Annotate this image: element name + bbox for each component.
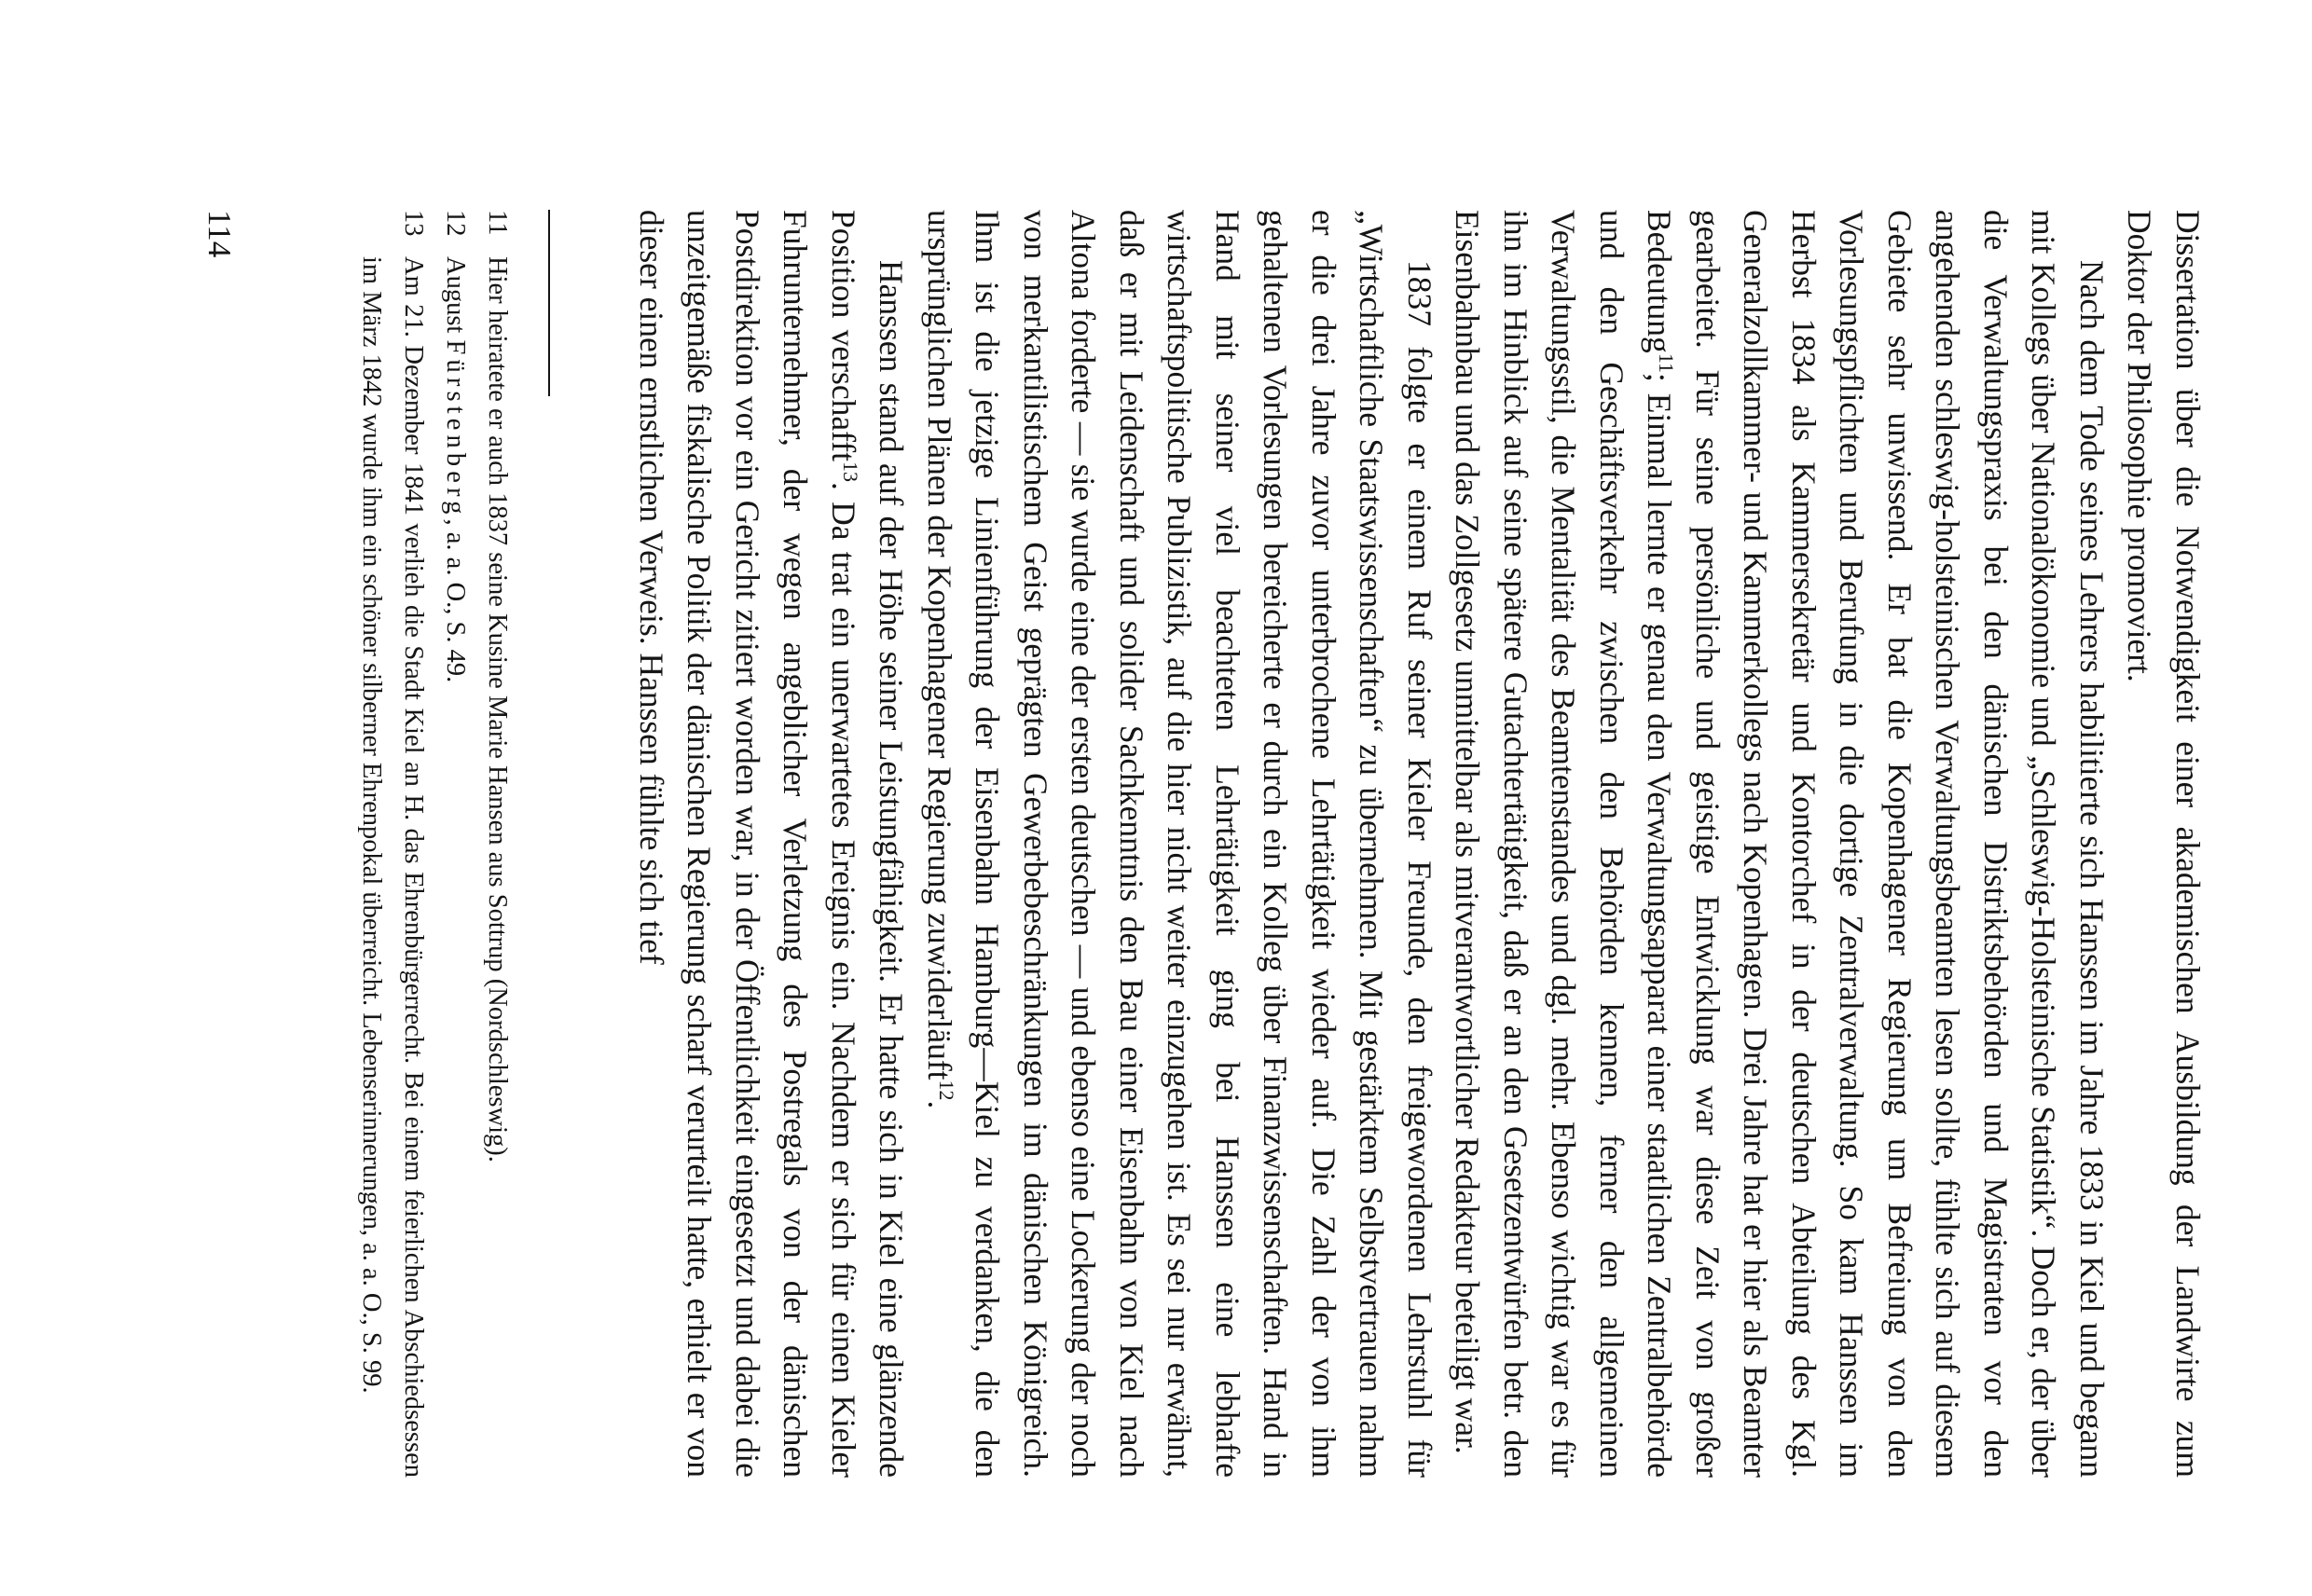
footnote-number: 13 xyxy=(399,210,428,237)
text-run: Hier heiratete er auch 1837 seine Kusine Marie Hansen aus Sottrup (Nordschleswig). xyxy=(483,256,512,1163)
paragraph xyxy=(2115,210,2211,1478)
paragraph xyxy=(1443,210,2115,1478)
footnote-number: 12 xyxy=(441,210,470,237)
page-number: 114 xyxy=(201,210,238,258)
paragraph xyxy=(627,210,915,1478)
paragraph xyxy=(915,210,1444,1478)
text-run: . Da trat ein unerwartetes Ereignis ein. Nachdem er sich für einen Kieler Fuhrunternehmer, der wegen angeblicher Verletzung des Postregals von der dänischen Postdirektion vor ein Gericht zitiert worden war, in der Öffentlichkeit eingesetzt und dabei die unzeitgemäße fiskalische Politik der dänischen Regierung scharf verurteilt hatte, erhielt er von dieser einen ernstlichen Verweis. Hanssen fühlte sich tief xyxy=(633,210,862,1479)
text-run: , a. a. O., S. 49. xyxy=(441,518,470,683)
text-run: Hanssen stand auf der Höhe seiner Leistungfähigkeit. Er hatte sich in Kiel eine glänzende Position verschafft xyxy=(825,210,911,1478)
text-run: Dissertation über die Notwendigkeit einer akademischen Ausbildung der Landwirte zum Doktor der Philosophie promoviert. xyxy=(2121,210,2207,1478)
main-text xyxy=(627,210,2212,1478)
footnote xyxy=(351,210,434,1478)
footnotes xyxy=(351,210,518,1478)
author-name: Fürstenberg xyxy=(441,339,470,519)
text-run: Am 21. Dezember 1841 verlieh die Stadt Kiel an H. das Ehrenbürgerrecht. Bei einem feierlichen Abschiedsessen im März 1842 wurde ihm ein schöner silberner Ehrenpokal überreicht. Lebenserinnerungen, a. a. O., S. 99. xyxy=(357,256,428,1478)
text-run: . xyxy=(921,1100,958,1109)
footnote-number: 11 xyxy=(483,210,512,236)
footnote xyxy=(476,210,518,1478)
footnote-divider xyxy=(548,210,550,396)
text-run: 1837 folgte er einem Ruf seiner Kieler Freunde, den freigewordenen Lehrstuhl für „Wirtschaftliche Staatswissenschaften“ zu übernehmen. Mit gestärktem Selbstvertrauen nahm er die drei Jahre zuvor unterbrochene Lehrtätigkeit wieder auf. Die Zahl der von ihm gehaltenen Vorlesungen bereicherte er durch ein Kolleg über Finanzwissenschaften. Hand in Hand mit seiner viel beachteten Lehrtätigkeit ging bei Hanssen eine lebhafte wirtschaftspolitische Publizistik, auf die hier nicht weiter einzugehen ist. Es sei nur erwähnt, daß er mit Leidenschaft und solider Sachkenntnis den Bau einer Eisenbahn von Kiel nach Altona forderte — sie wurde eine der ersten deutschen — und ebenso eine Lockerung der noch von merkantilistischem Geist geprägten Gewerbebeschränkungen im dänischen Königreich. Ihm ist die jetzige Linienführung der Eisenbahn Hamburg—Kiel zu verdanken, die den ursprünglichen Plänen der Kopenhagener Regierung zuwiderläuft xyxy=(921,210,1438,1478)
footnote xyxy=(434,210,476,1478)
text-run: Nach dem Tode seines Lehrers habilitierte sich Hanssen im Jahre 1833 in Kiel und begann mit Kollegs über Nationalökonomie und „Schleswig-Holsteinische Statistik“. Doch er, der über die Verwaltungspraxis bei den dänischen Distriktsbehörden und Magistraten vor den angehenden schleswig-holsteinischen Verwaltungsbeamten lesen sollte, fühlte sich auf diesem Gebiete sehr unwissend. Er bat die Kopenhagener Regierung um Befreiung von den Vorlesungspflichten und Berufung in die dortige Zentralverwaltung. So kam Hanssen im Herbst 1834 als Kammersekretär und Kontorchef in der deutschen Abteilung des Kgl. Generalzollkammer- und Kammerkollegs nach Kopenhagen. Drei Jahre hat er hier als Beamter gearbeitet. Für seine persönliche und geistige Entwicklung war diese Zeit von großer Bedeutung xyxy=(1641,210,2111,1478)
footnote-ref: 13 xyxy=(839,461,863,482)
text-run: ; Einmal lernte er genau den Verwaltungsapparat einer staatlichen Zentralbehörde und den Geschäftsverkehr zwischen den Behörden kennen, ferner den allgemeinen Verwaltungsstil, die Mentalität des Beamtenstandes und dgl. mehr. Ebenso wichtig war es für ihn im Hinblick auf seine spätere Gutachtertätigkeit, daß er an den Gesetzentwürfen betr. den Eisenbahnbau und das Zollgesetz unmittelbar als mitverantwortlicher Redakteur beteiligt war. xyxy=(1449,210,1679,1478)
footnote-ref: 11 xyxy=(1655,352,1679,373)
footnote-ref: 12 xyxy=(935,1080,959,1101)
text-run: August xyxy=(441,256,470,340)
